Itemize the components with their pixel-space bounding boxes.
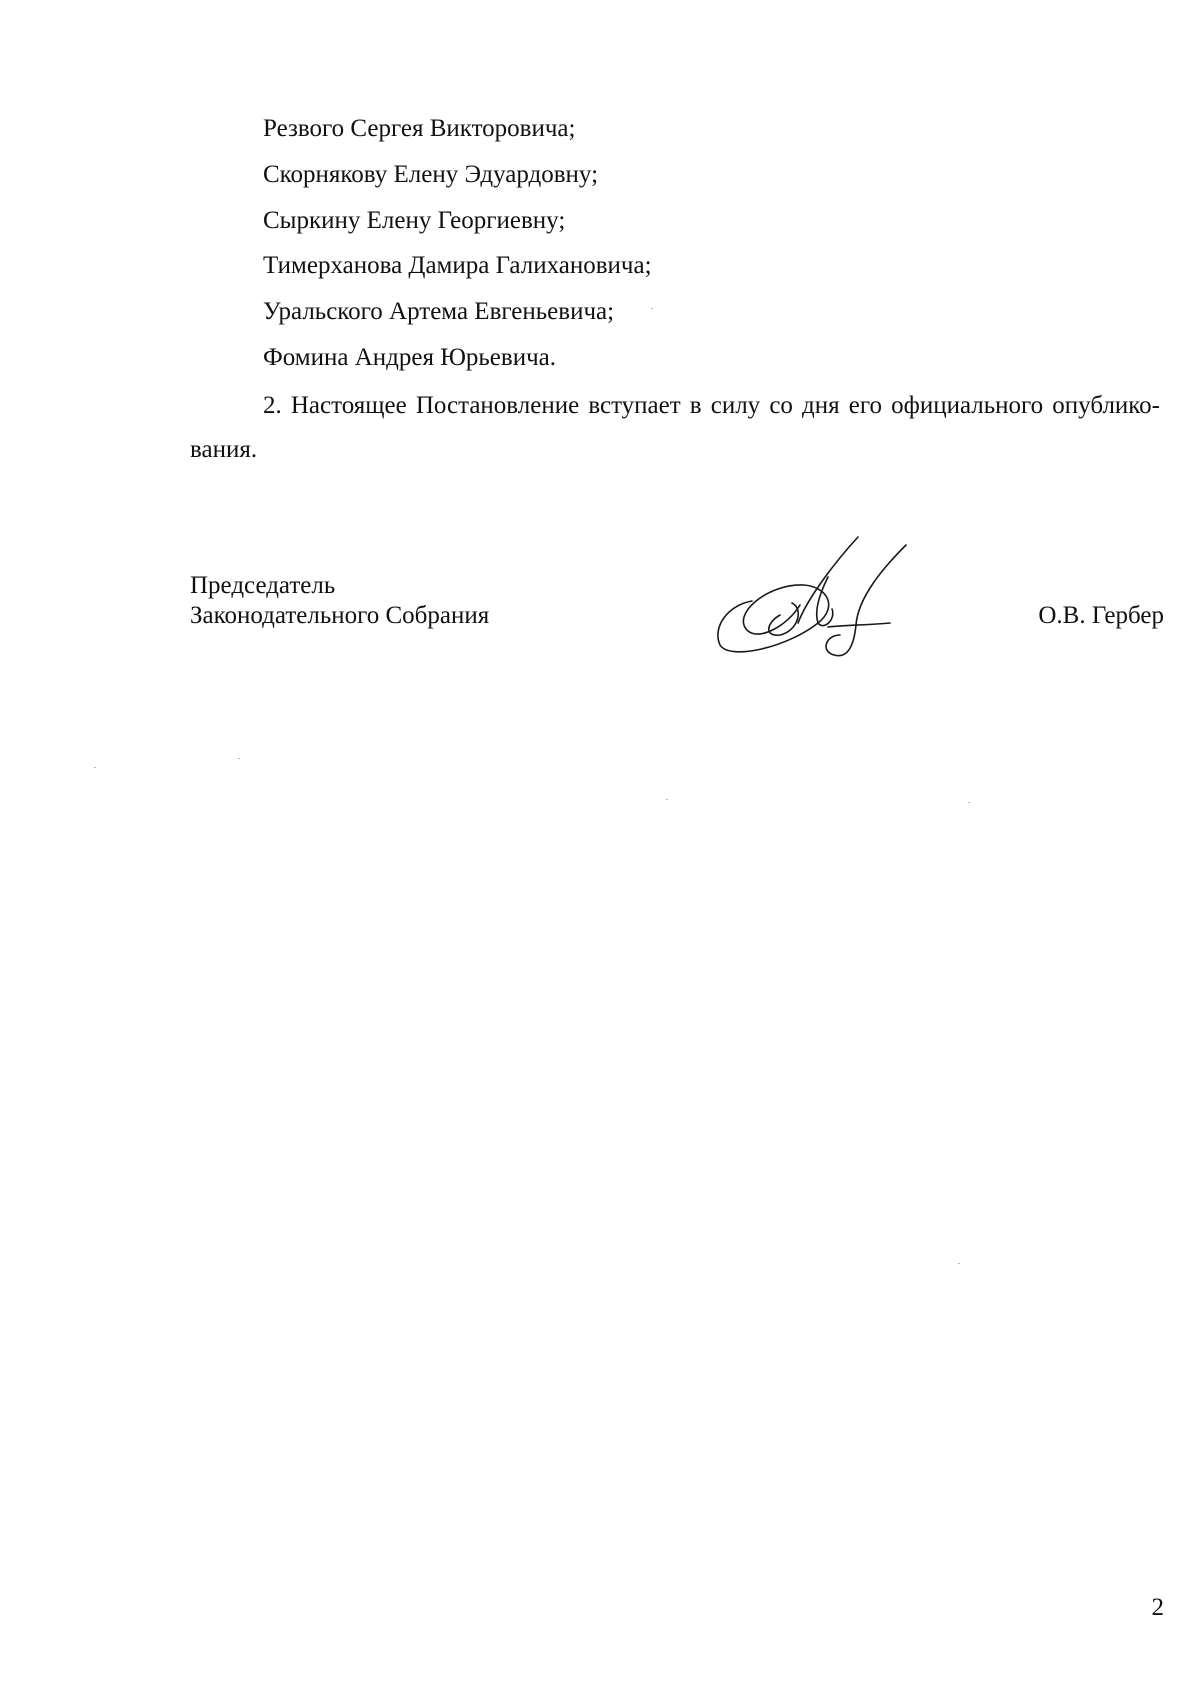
- signatory-title: [190, 571, 489, 631]
- list-item: Резвого Сергея Викторовича;: [263, 115, 576, 142]
- page-number: 2: [1151, 1594, 1164, 1621]
- list-item: Сыркину Елену Георгиевну;: [263, 207, 566, 234]
- signatory-title-line-1: Председатель: [190, 572, 336, 599]
- list-item: Уральского Артема Евгеньевича;: [263, 298, 615, 325]
- scan-speck: [94, 767, 96, 768]
- signatory-title-line-2: Законодательного Собрания: [190, 602, 490, 629]
- scan-speck: [968, 802, 970, 803]
- list-item: Тимерханова Дамира Галихановича;: [263, 252, 652, 279]
- scan-speck: [651, 308, 653, 309]
- list-item: Скорнякову Елену Эдуардовну;: [263, 161, 599, 188]
- scan-speck: [666, 799, 668, 800]
- handwritten-signature: [708, 527, 918, 657]
- list-item: Фомина Андрея Юрьевича.: [263, 344, 556, 371]
- signatory-name: О.В. Гербер: [1038, 602, 1164, 629]
- scan-speck: [958, 1263, 960, 1264]
- clause-2-paragraph: 2. Настоящее Постановление вступает в силу со дня его официального опублико-вания.: [190, 392, 1160, 463]
- scan-speck: [238, 758, 240, 759]
